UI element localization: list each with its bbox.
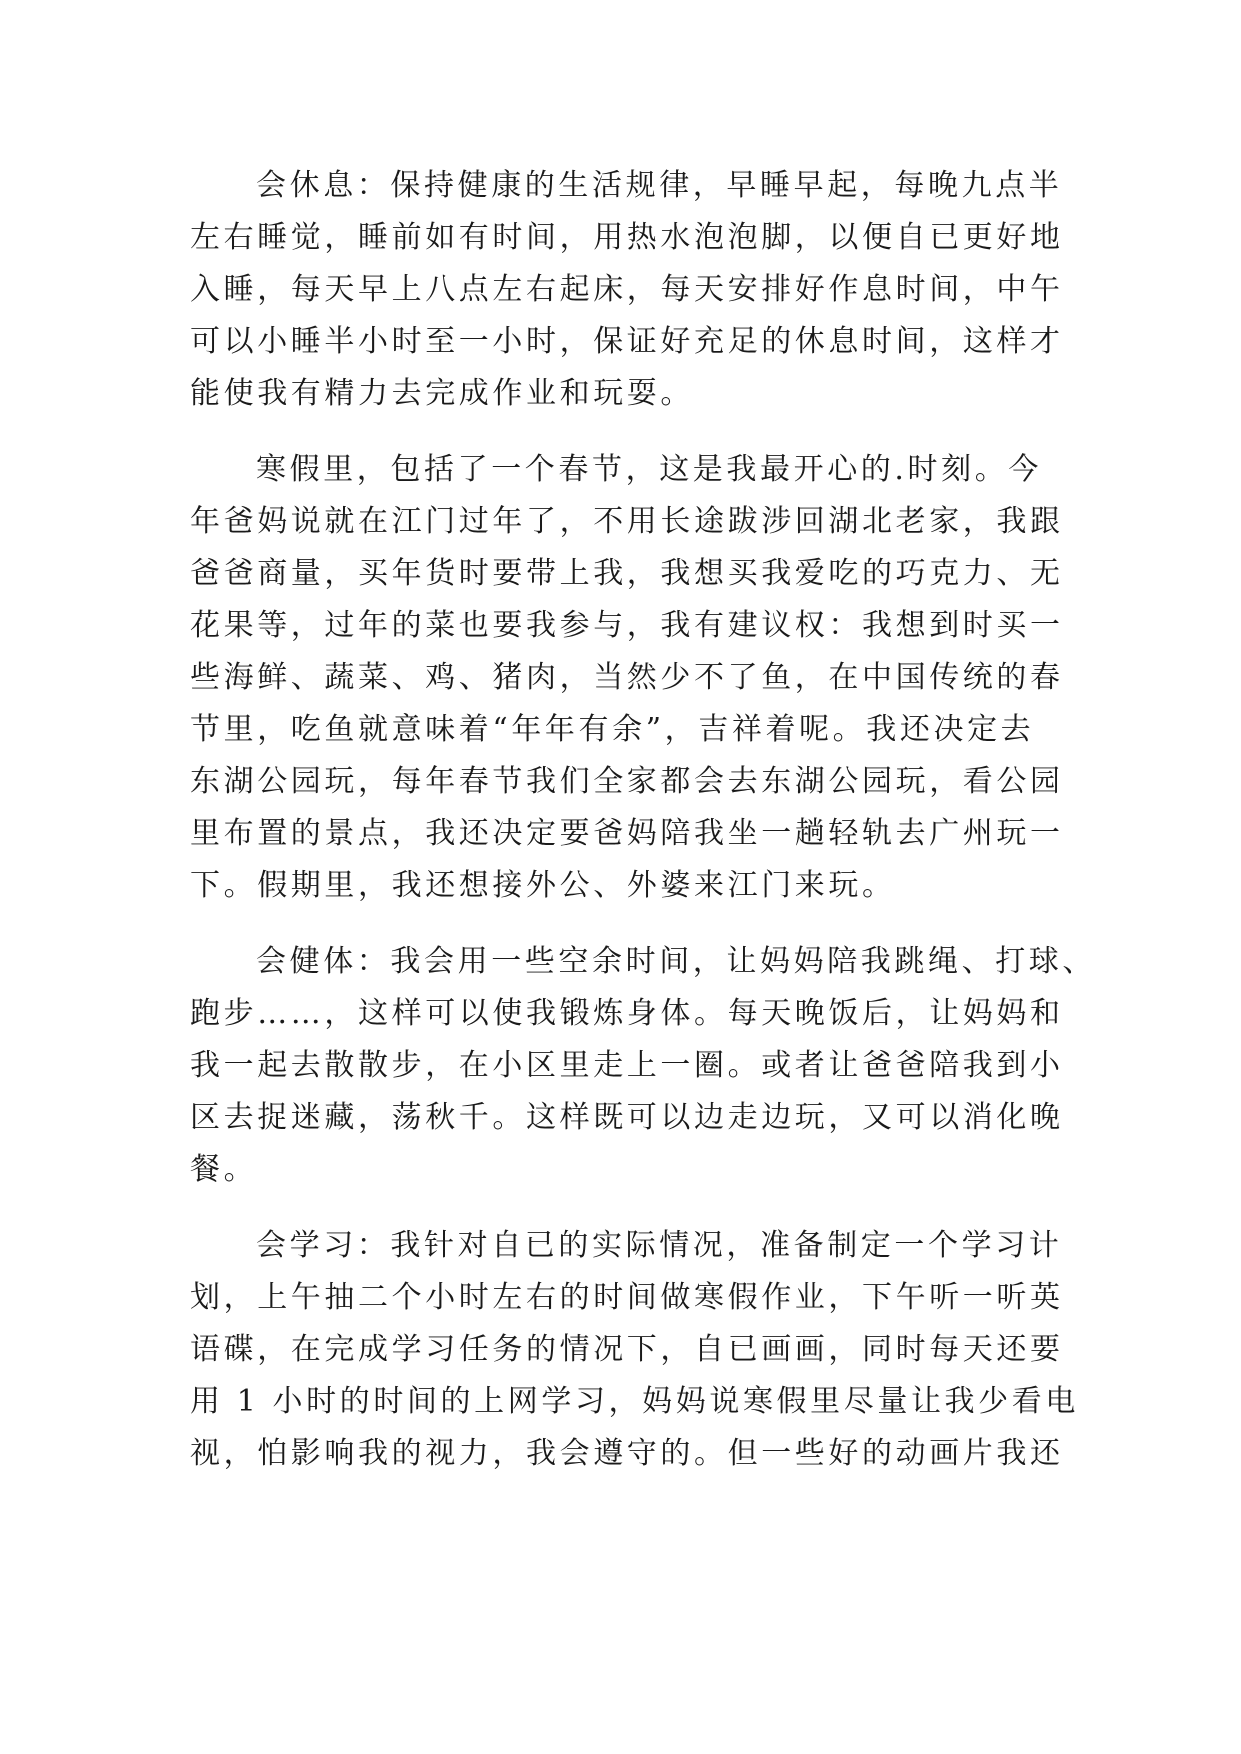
text-line: 餐。 [190, 1152, 258, 1187]
text-line: 会健体：我会用一些空余时间，让妈妈陪我跳绳、打球、 [256, 944, 1096, 979]
text-line: 节里，吃鱼就意味着“年年有余”，吉祥着呢。我还决定去 [190, 712, 1035, 747]
text-line: 会学习：我针对自已的实际情况，准备制定一个学习计 [256, 1228, 1063, 1263]
text-line: 入睡，每天早上八点左右起床，每天安排好作息时间，中午 [190, 272, 1064, 307]
paragraph-exercise [190, 936, 1096, 1196]
paragraph-rest [190, 160, 1064, 420]
text-line: 花果等，过年的菜也要我参与，我有建议权：我想到时买一 [190, 608, 1064, 643]
text-line: 左右睡觉，睡前如有时间，用热水泡泡脚，以便自已更好地 [190, 220, 1064, 255]
text-line: 些海鲜、蔬菜、鸡、猪肉，当然少不了鱼，在中国传统的春 [190, 660, 1064, 695]
paragraph-spring-festival [190, 444, 1064, 912]
text-line: 语碟，在完成学习任务的情况下，自已画画，同时每天还要 [190, 1332, 1064, 1367]
text-line: 下。假期里，我还想接外公、外婆来江门来玩。 [190, 868, 896, 903]
text-line: 跑步……，这样可以使我锻炼身体。每天晚饭后，让妈妈和 [190, 996, 1064, 1031]
text-line: 能使我有精力去完成作业和玩耍。 [190, 376, 694, 411]
text-line: 我一起去散散步，在小区里走上一圈。或者让爸爸陪我到小 [190, 1048, 1064, 1083]
text-line: 寒假里，包括了一个春节，这是我最开心的.时刻。今 [256, 452, 1042, 487]
text-line: 东湖公园玩，每年春节我们全家都会去东湖公园玩，看公园 [190, 764, 1064, 799]
text-line: 划，上午抽二个小时左右的时间做寒假作业，下午听一听英 [190, 1280, 1064, 1315]
paragraph-study [190, 1220, 1079, 1480]
text-line: 视，怕影响我的视力，我会遵守的。但一些好的动画片我还 [190, 1436, 1064, 1471]
text-line: 里布置的景点，我还决定要爸妈陪我坐一趟轻轨去广州玩一 [190, 816, 1064, 851]
text-line: 爸爸商量，买年货时要带上我，我想买我爱吃的巧克力、无 [190, 556, 1064, 591]
document-body [190, 160, 1096, 1504]
text-line: 用 1 小时的时间的上网学习，妈妈说寒假里尽量让我少看电 [190, 1384, 1079, 1419]
text-line: 可以小睡半小时至一小时，保证好充足的休息时间，这样才 [190, 324, 1064, 359]
text-line: 区去捉迷藏，荡秋千。这样既可以边走边玩，又可以消化晚 [190, 1100, 1064, 1135]
text-line: 会休息：保持健康的生活规律，早睡早起，每晚九点半 [256, 168, 1063, 203]
text-line: 年爸妈说就在江门过年了，不用长途跋涉回湖北老家，我跟 [190, 504, 1064, 539]
